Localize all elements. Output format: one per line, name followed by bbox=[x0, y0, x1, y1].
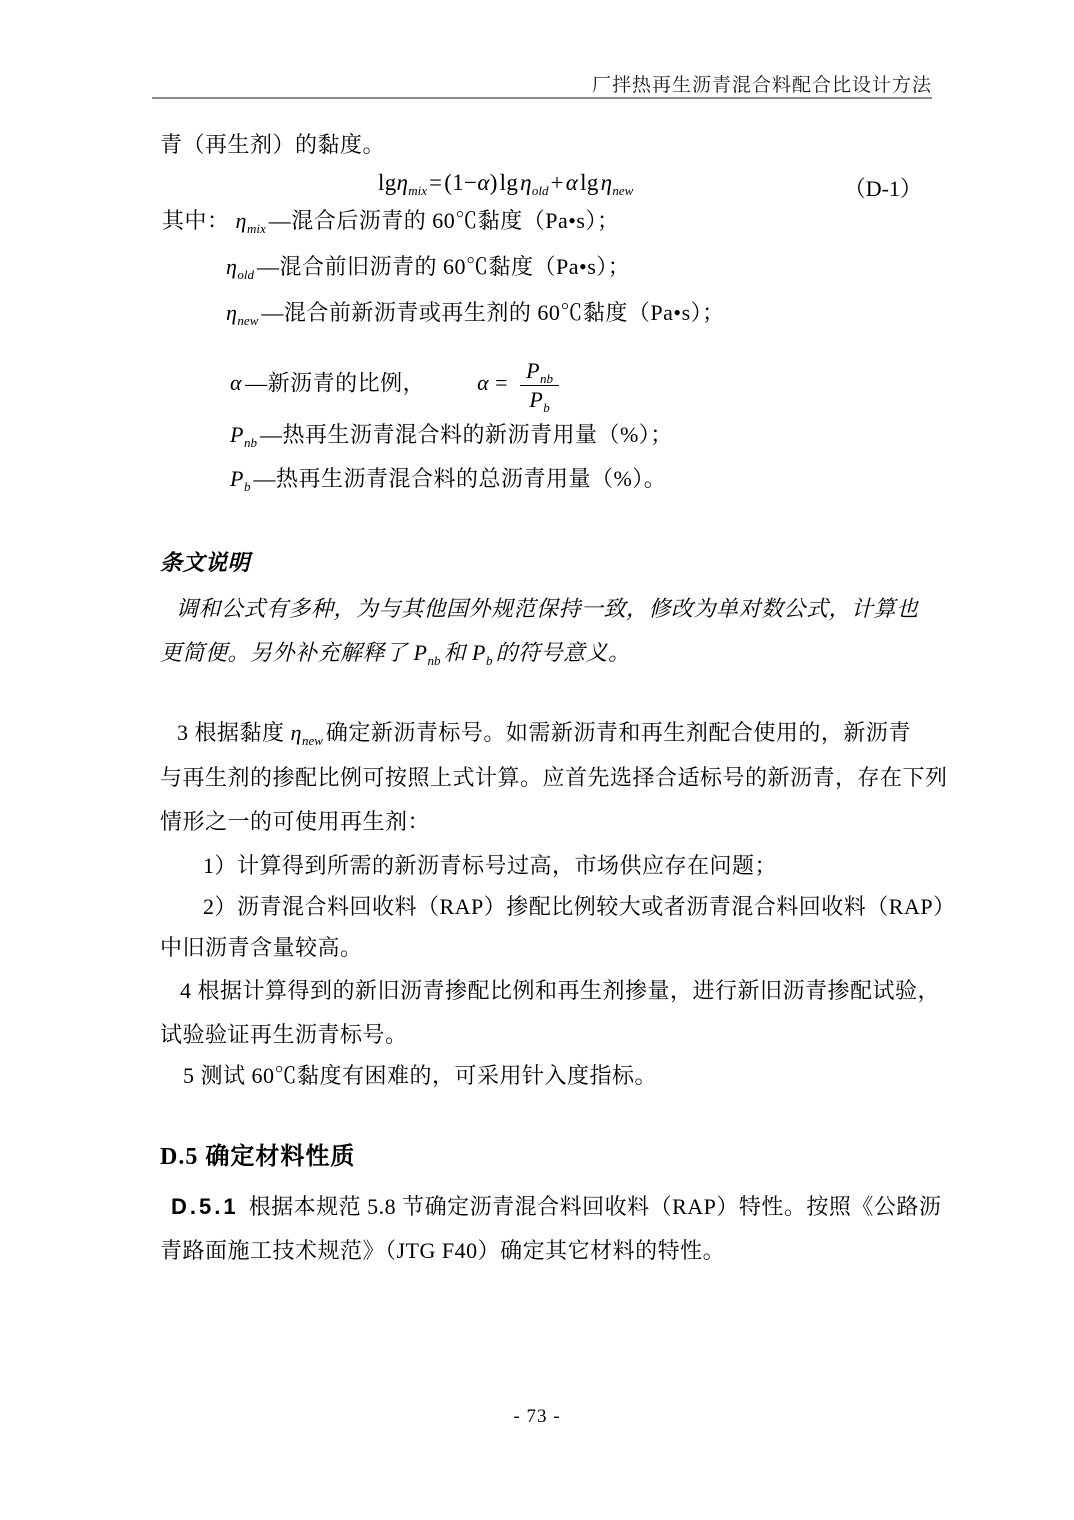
commentary-line-1: 调和公式有多种，为与其他国外规范保持一致，修改为单对数公式，计算也 bbox=[176, 596, 919, 621]
definition-p-b: $P_b$ —热再生沥青混合料的总沥青用量（%）。 bbox=[230, 466, 667, 494]
definition-text: —混合前新沥青或再生剂的 60℃黏度（Pa•s）； bbox=[261, 300, 725, 325]
equals-sign: = bbox=[429, 170, 443, 195]
alpha-equation bbox=[477, 358, 559, 416]
fraction-pnb-over-pb: $\frac{P_{nb}}{P_b}$ bbox=[520, 358, 559, 413]
section-d5-title: 确定材料性质 bbox=[205, 1143, 356, 1170]
clause-3-subitem-2-line-1: 2）沥青混合料回收料（RAP）掺配比例较大或者沥青混合料回收料（RAP） bbox=[203, 894, 956, 919]
definition-text: —混合前旧沥青的 60℃黏度（Pa•s）； bbox=[257, 254, 631, 279]
definition-text: —混合后沥青的 60℃黏度（Pa•s）； bbox=[268, 208, 620, 233]
p-nb-symbol: P bbox=[413, 640, 428, 665]
equation-number: （D-1） bbox=[843, 176, 922, 201]
page-number: - 73 - bbox=[513, 1406, 561, 1427]
equals-sign: = bbox=[495, 370, 509, 396]
clause-3-line-1: 3 根据黏度 $\eta_{new}$ 确定新沥青标号。如需新沥青和再生剂配合使用的，新沥青 bbox=[177, 720, 911, 748]
p-nb-symbol: P bbox=[526, 358, 541, 383]
header-rule bbox=[152, 97, 932, 99]
definition-p-nb: $P_{nb}$ —热再生沥青混合料的新沥青用量（%）； bbox=[230, 422, 673, 450]
plus-sign: + bbox=[550, 170, 564, 195]
clause-4-line-1: 4 根据计算得到的新旧沥青掺配比例和再生剂掺量，进行新旧沥青掺配试验， bbox=[180, 978, 941, 1003]
p-b-symbol: P bbox=[471, 640, 486, 665]
definition-alpha bbox=[230, 358, 559, 416]
section-d5-heading bbox=[160, 1136, 355, 1171]
p-nb-symbol: P bbox=[230, 422, 244, 447]
paren-open: (1− bbox=[444, 170, 478, 195]
clause-3-subitem-1: 1）计算得到所需的新沥青标号过高，市场供应存在问题； bbox=[203, 853, 778, 878]
commentary-line-2: 更简便。另外补充解释了 $P_{nb}$ 和 $P_b$ 的符号意义。 bbox=[160, 640, 631, 668]
eta-mix-symbol: η bbox=[235, 208, 247, 233]
p-b-symbol: P bbox=[230, 466, 244, 491]
definition-text: —新沥青的比例， bbox=[245, 370, 426, 396]
clause-5: 5 测试 60℃黏度有困难的，可采用针入度指标。 bbox=[183, 1063, 658, 1088]
clause-4-line-2: 试验验证再生沥青标号。 bbox=[160, 1022, 408, 1047]
alpha-symbol: α bbox=[565, 170, 579, 195]
eta-new-symbol: η bbox=[226, 300, 238, 325]
clause-d51-number: D.5.1 bbox=[171, 1194, 239, 1219]
header-running-title: 厂拌热再生沥青混合料配合比设计方法 bbox=[591, 75, 932, 96]
lg-operator: lg bbox=[378, 170, 397, 195]
clause-3-line-2: 与再生剂的掺配比例可按照上式计算。应首先选择合适标号的新沥青，存在下列 bbox=[160, 765, 948, 790]
alpha-symbol: α bbox=[230, 370, 243, 396]
eta-old-symbol: η bbox=[520, 170, 532, 195]
definition-eta-old: $\eta_{old}$ —混合前旧沥青的 60℃黏度（Pa•s）； bbox=[226, 254, 631, 282]
equation-d1-row bbox=[160, 170, 930, 210]
alpha-symbol: α bbox=[477, 170, 490, 195]
paren-close: ) bbox=[489, 170, 498, 195]
intro-line: 青（再生剂）的黏度。 bbox=[160, 132, 386, 157]
definition-eta-mix: 其中： $\eta_{mix}$ —混合后沥青的 60℃黏度（Pa•s）； bbox=[162, 208, 620, 236]
definition-text: —热再生沥青混合料的总沥青用量（%）。 bbox=[253, 466, 667, 491]
eta-mix-symbol: η bbox=[396, 170, 409, 195]
clause-3-line-3: 情形之一的可使用再生剂： bbox=[160, 809, 431, 834]
eta-new-symbol: η bbox=[290, 720, 302, 745]
section-d5-number: D.5 bbox=[160, 1144, 199, 1170]
definition-text: —热再生沥青混合料的新沥青用量（%）； bbox=[259, 422, 673, 447]
clause-d51-line-2: 青路面施工技术规范》（JTG F40）确定其它材料的特性。 bbox=[160, 1238, 726, 1263]
p-b-symbol: P bbox=[529, 387, 544, 413]
eta-old-symbol: η bbox=[226, 254, 238, 279]
lg-operator: lg bbox=[499, 170, 519, 195]
lg-operator: lg bbox=[580, 170, 599, 195]
alpha-symbol: α bbox=[477, 370, 490, 396]
equation-d1: lgη$_{mix}$=(1−α)lgη$_{old}$+αlgη$_{new}$ bbox=[378, 170, 634, 198]
eta-new-symbol: η bbox=[600, 170, 613, 195]
clause-3-subitem-2-line-2: 中旧沥青含量较高。 bbox=[160, 935, 363, 960]
definition-eta-new: $\eta_{new}$ —混合前新沥青或再生剂的 60℃黏度（Pa•s）； bbox=[226, 300, 725, 328]
where-label: 其中： bbox=[162, 208, 230, 233]
commentary-heading: 条文说明 bbox=[160, 550, 251, 575]
clause-d51-line-1: D.5.1 根据本规范 5.8 节确定沥青混合料回收料（RAP）特性。按照《公路沥 bbox=[171, 1194, 942, 1219]
